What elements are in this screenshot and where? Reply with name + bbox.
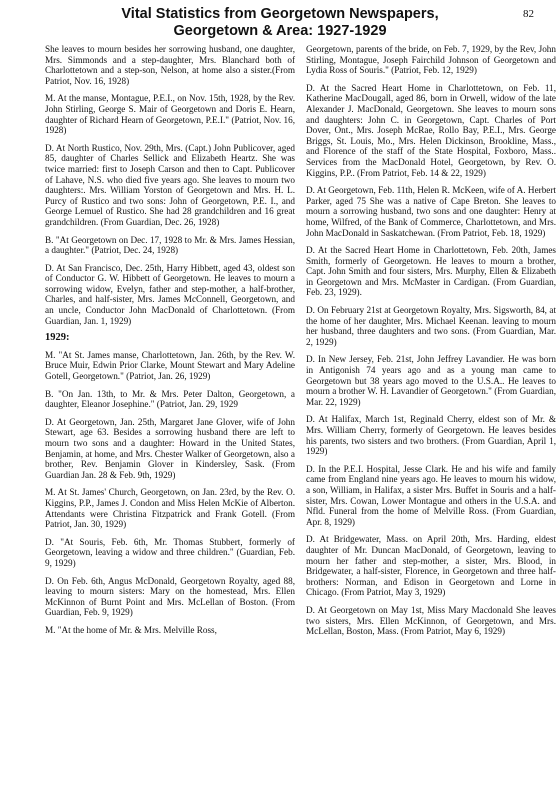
entry: D. At the Sacred Heart Home in Charlottetown, Feb. 20th, James Smith, formerly of Georgetown. He leaves to mourn a brother, Capt. John Smith and four sisters, Mrs. Murphy, Ellen & Elizabeth in Georgetown and Mrs. McMaster in Cardigan. (From Guardian, Feb. 23, 1929). [306, 245, 556, 298]
entry: D. At North Rustico, Nov. 29th, Mrs. (Capt.) John Publicover, aged 85, daughter of Charles Sellick and Elizabeth Heartz. She was twice married: first to Joseph Carson and then to Capt. Publicover of Lahave, N.S. who died five years ago. She leaves to mourn two daughters:. Mrs. William Yorston of Georgetown and Mrs. H. L. Purcy of Rustico and two sons: John of Georgetown, P.E. I., and George Lemuel of Rustico. She had 28 grandchildren and 16 great grandchildren. (From Guardian, Dec. 26, 1928) [45, 142, 295, 227]
entry: M. "At the home of Mr. & Mrs. Melville Ross, [45, 624, 217, 635]
entry: D. At Halifax, March 1st, Reginald Cherry, eldest son of Mr. & Mrs. William Cherry, formerly of Georgetown. He leaves besides his parents, two sisters and two brothers. (From Guardian, April 1, 1929) [306, 414, 556, 457]
entry: M. At the manse, Montague, P.E.I., on Nov. 15th, 1928, by the Rev. John Stirling, George S. Mair of Georgetown and Doris E. Hearn, daughter of Richard Hearn of Georgetown, P.E.I." (Patriot, Nov. 16, 1928) [45, 93, 295, 136]
year-heading: 1929: [45, 332, 70, 344]
entry: D. At Georgetown on May 1st, Miss Mary Macdonald She leaves two sisters, Mrs. Ellen McKinnon, of Georgetown, and Mrs. McLellan, Boston, Mass. (From Patriot, May 6, 1929) [306, 604, 556, 637]
page-title-line-2: Georgetown & Area: 1927-1929 [173, 23, 387, 39]
entry: D. At Georgetown, Feb. 11th, Helen R. McKeen, wife of A. Herbert Parker, aged 75 She was a native of Cape Breton. She leaves to mourn a sorrowing husband, two sons and one daughter: Henry at home, Wilfred, of the Bank of Commerce, Charlottetown, and Mrs. John MacDonald in Saskatchewan. (From Patriot, Feb. 18, 1929) [306, 185, 556, 238]
entry: D. At Georgetown, Jan. 25th, Margaret Jane Glover, wife of John Stewart, age 63. Besides a sorrowing husband there are left to mourn two sons and a daughter: Howard in the United States, Benjamin, at home, and Mrs. Chester Walker of Georgetown, also a brother, Rev. Benjamin Glover in Kindersley, Sask. (From Guardian Jan. 28 & Feb. 9th, 1929) [45, 416, 295, 480]
entry: B. "At Georgetown on Dec. 17, 1928 to Mr. & Mrs. James Hessian, a daughter." (Patriot, Dec. 24, 1928) [45, 234, 295, 256]
entry: B. "On Jan. 13th, to Mr. & Mrs. Peter Dalton, Georgetown, a daughter, Eleanor Josephine." (Patriot, Jan. 29, 1929 [45, 388, 295, 410]
entry: D. In the P.E.I. Hospital, Jesse Clark. He and his wife and family came from England nine years ago. He leaves to mourn his widow, a son, William, in Halifax, a sister Mrs. Buffet in Souris and a half-sister, Mrs. Cowan, Lower Montague and others in the U.S.A. and Nfld. Funeral from the home of Melville Ross. (From Guardian, Apr. 8, 1929) [306, 463, 556, 527]
entry: D. On February 21st at Georgetown Royalty, Mrs. Sigsworth, 84, at the home of her daughter, Mrs. Michael Keenan. leaving to mourn her husband, three daughters and two sons. (From Guardian, Mar. 2, 1929) [306, 305, 556, 347]
entry: D. "At Souris, Feb. 6th, Mr. Thomas Stubbert, formerly of Georgetown, leaving a widow and three children." (Guardian, Feb. 9, 1929) [45, 536, 295, 568]
entry: D. At San Francisco, Dec. 25th, Harry Hibbett, aged 43, oldest son of Conductor G. W. Hibbett of Georgetown. He leaves to mourn a sorrowing widow, Evelyn, father and step-mother, a half-brother, Charles, and half-sister, Mrs. James McConnell, Georgetown, and an uncle, Conductor John MacDonald of Charlottetown. (From Guardian, Jan. 1, 1929) [45, 262, 295, 326]
entry: M. "At St. James manse, Charlottetown, Jan. 26th, by the Rev. W. Bruce Muir, Edwin Prior Clarke, Mount Stewart and Mary Adeline Gotell, Georgetown." (Patriot, Jan. 26, 1929) [45, 349, 295, 382]
entry: She leaves to mourn besides her sorrowing husband, one daughter, Mrs. Simmonds and a step-daughter, Mrs. Blanchard both of Charlottetown and a step-son, Nelson, at home also a sister.(From Patriot, Nov. 16, 1928) [45, 44, 295, 86]
entry: D. On Feb. 6th, Angus McDonald, Georgetown Royalty, aged 88, leaving to mourn sisters: Mary on the homestead, Mrs. Ellen McKinnon of Burnt Point and Mrs. McLellan of Boston. (From Guardian, Feb. 9, 1929) [45, 575, 295, 618]
entry: D. At Bridgewater, Mass. on April 20th, Mrs. Harding, eldest daughter of Mr. Duncan MacDonald, of Georgetown, leaving to mourn her father and step-mother, a sister, Mrs. Blood, in Bridgewater, a half-sister, Florence, in Georgetown and three half-brothers: Norman, and Edison in Georgetown and Lorne in Chicago. (From Patriot, May 3, 1929) [306, 534, 556, 598]
entry: Georgetown, parents of the bride, on Feb. 7, 1929, by the Rev, John Stirling, Montague, Joseph Fairchild Johnson of Georgetown and Lydia Ross of Souris." (Patriot, Feb. 12, 1929) [306, 44, 556, 76]
page-title [0, 6, 560, 40]
entry: M. At St. James' Church, Georgetown, on Jan. 23rd, by the Rev. O. Kiggins, P.P., James J. Condon and Miss Helen McKie of Alberton. Attendants were Christina Fitzpatrick and Frank Gotell. (From Patriot, Jan. 30, 1929) [45, 487, 295, 530]
page-title-line-1: Vital Statistics from Georgetown Newspapers, [121, 6, 439, 22]
right-column [306, 44, 556, 637]
page-number: 82 [523, 8, 534, 20]
entry: D. In New Jersey, Feb. 21st, John Jeffrey Lavandier. He was born in Antigonish 74 years ago and as a young man came to Georgetown but 38 years ago moved to the U.S.A.. He leaves to mourn a brother W. H. Lavandier of Georgetown." (From Guardian, Mar. 22, 1929) [306, 354, 556, 407]
left-column [45, 44, 295, 636]
entry: D. At the Sacred Heart Home in Charlottetown, on Feb. 11, Katherine MacDougall, aged 86, born in Orwell, widow of the late Alexander J. MacDonald, Georgetown. She leaves to mourn sons and daughters: John C. in Georgetown, Capt. Charles of Port Dover, Ont., Mrs. Joseph McRae, Rollo Bay, P.E.I., Mrs. George Briggs, St. Louis, Mo., Mrs. Helen Dickinson, Brookline, Mass., and Florence of the staff of the State Hospital, Foxboro, Mass.. Services from the MacDonald Hotel, Georgetown, by Rev. O. Kiggins, P.P.. (From Patriot, Feb. 14 & 22, 1929) [306, 82, 556, 178]
